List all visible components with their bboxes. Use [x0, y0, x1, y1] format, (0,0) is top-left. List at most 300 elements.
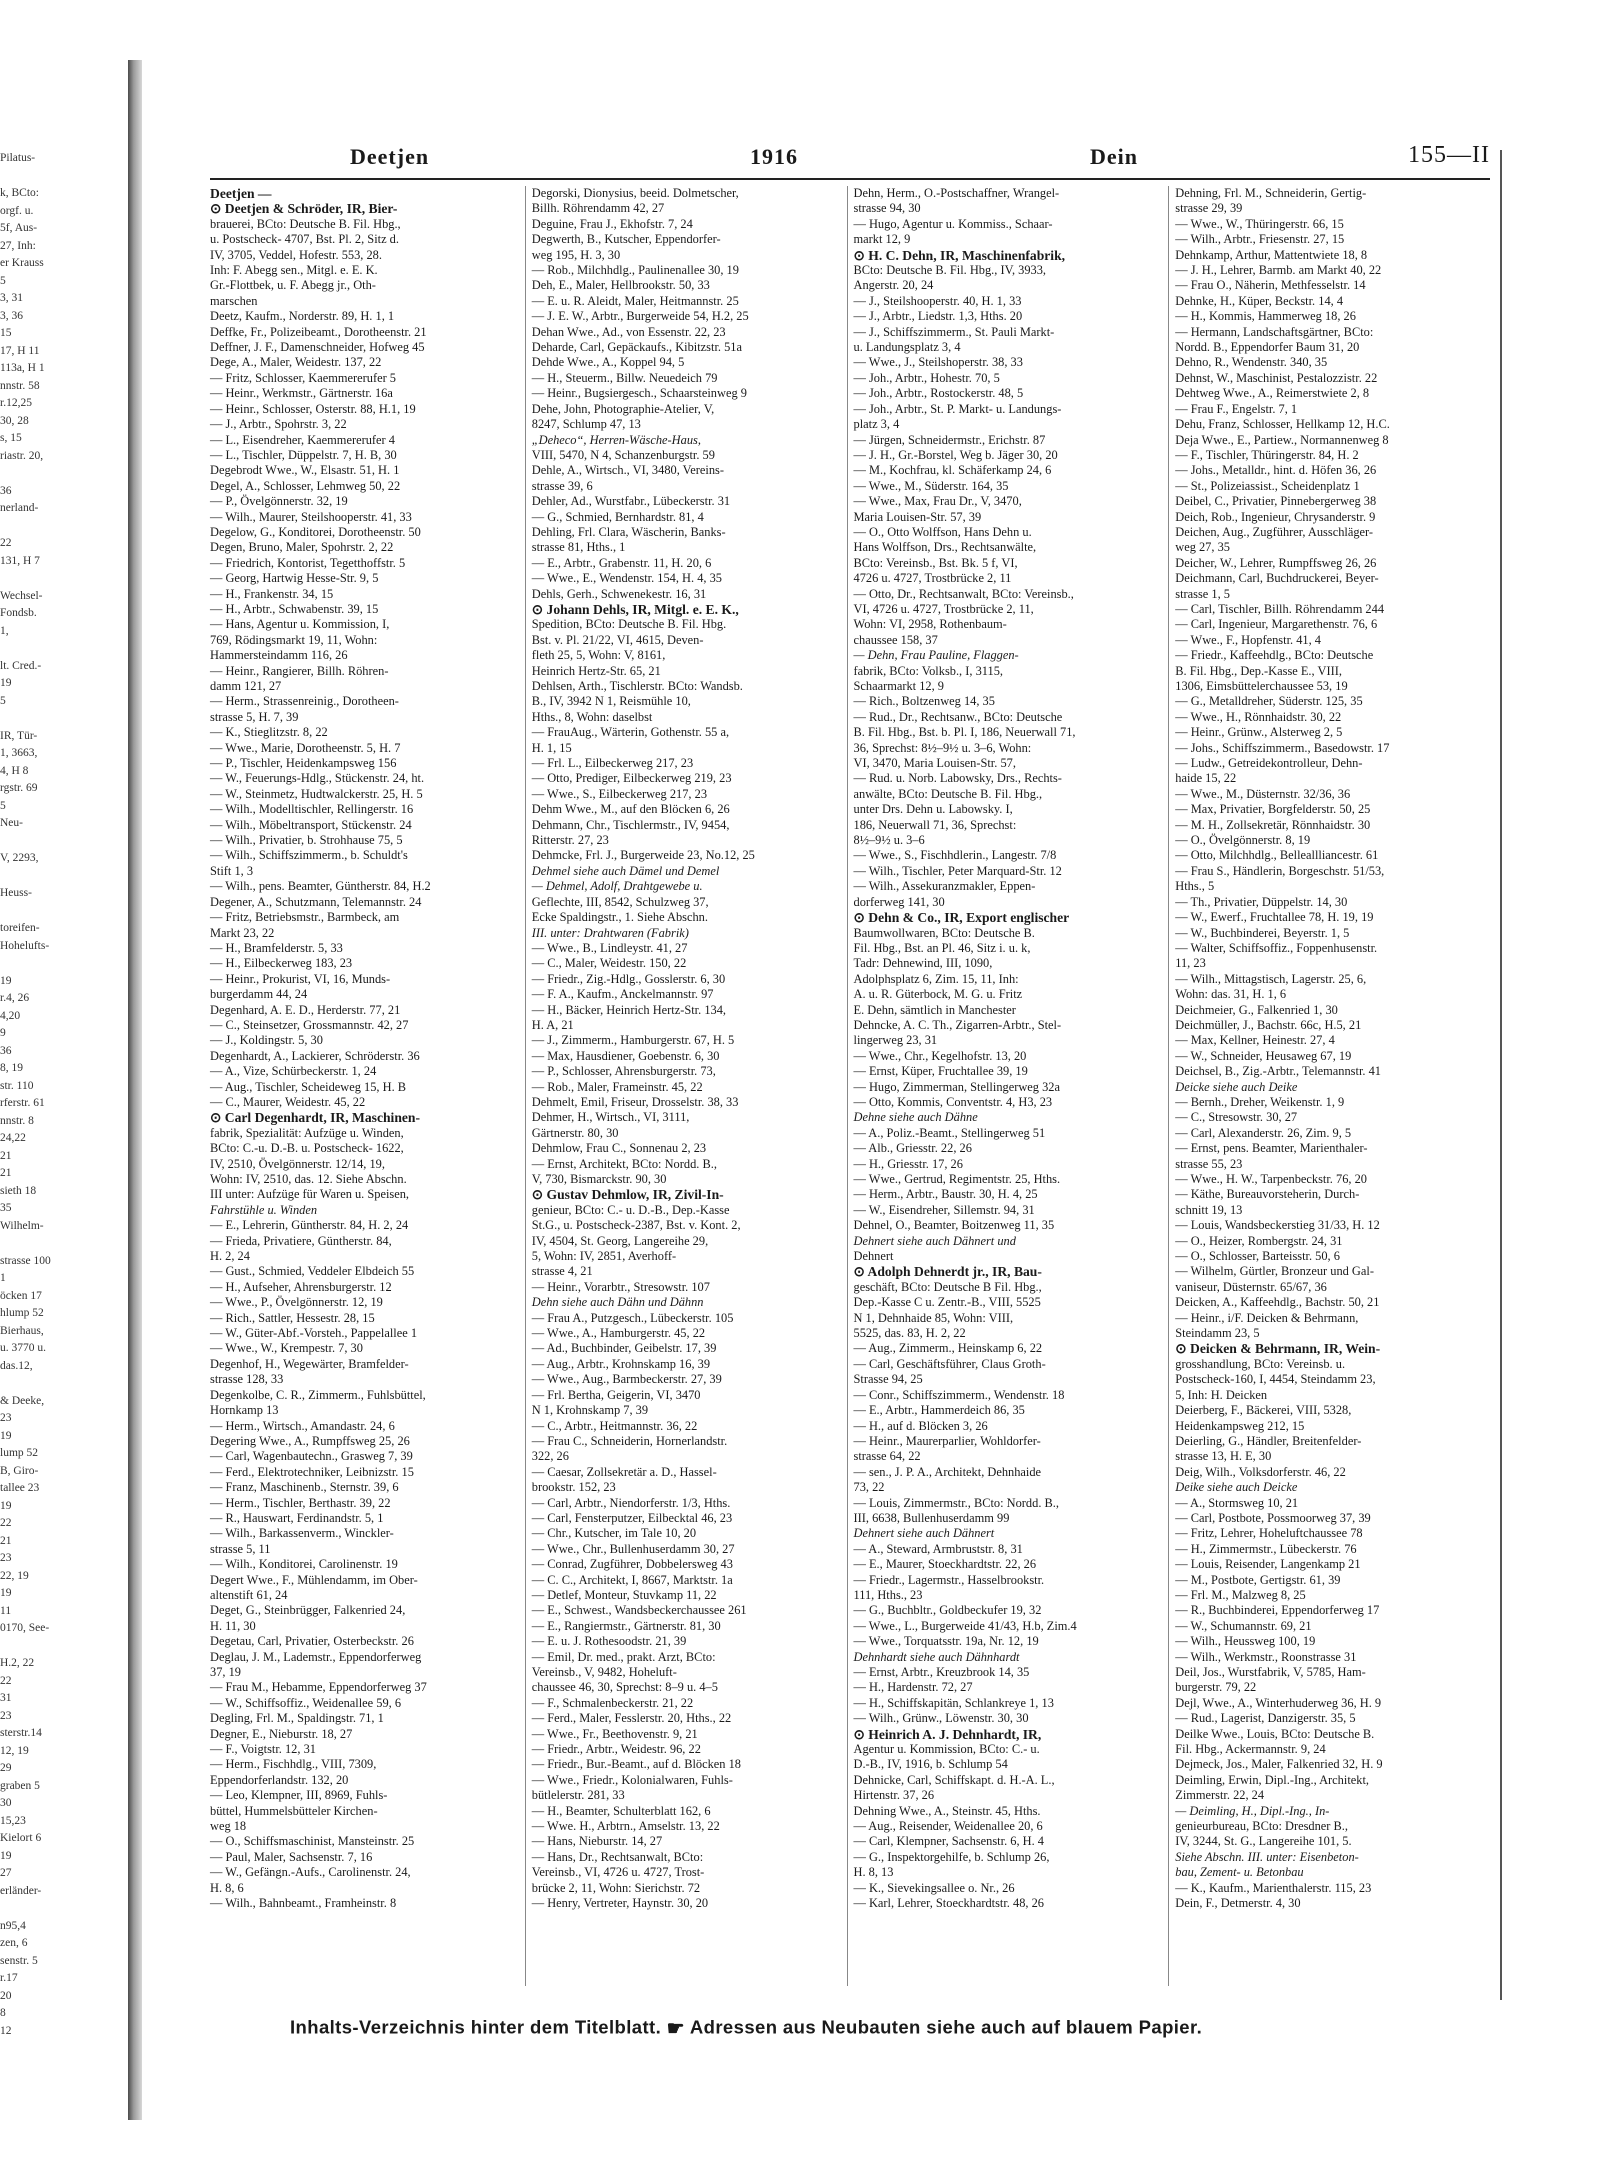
directory-entry-line: Dehncke, A. C. Th., Zigarren-Arbtr., Stel- [853, 1017, 1062, 1032]
strip-line: 8 [0, 2007, 6, 2019]
directory-entry-line: Hths., 8, Wohn: daselbst [531, 709, 653, 724]
directory-entry-line: — H., Eilbeckerweg 183, 23 [210, 956, 353, 971]
directory-entry-line: unter Drs. Dehn u. Labowsky. I, [853, 802, 1013, 817]
directory-entry-line: Steindamm 23, 5 [1175, 1326, 1260, 1341]
directory-entry-line: — W., Schneider, Heusaweg 67, 19 [1175, 1048, 1352, 1063]
directory-entry-line: — Chr., Kutscher, im Tale 10, 20 [531, 1526, 697, 1541]
strip-line: Fondsb. [0, 607, 37, 619]
directory-entry-line: — Frieda, Privatiere, Güntherstr. 84, [210, 1233, 392, 1248]
directory-entry-line: VIII, 5470, N 4, Schanzenburgstr. 59 [531, 447, 715, 462]
directory-entry-line: H. 1, 15 [531, 740, 572, 755]
directory-entry-line: — Wilh., Möbeltransport, Stückenstr. 24 [210, 817, 412, 832]
directory-entry-line: Baumwollwaren, BCto: Deutsche B. [853, 925, 1035, 940]
directory-entry-line: — P., Tischler, Heidenkampsweg 156 [210, 756, 397, 771]
directory-entry-line: haide 15, 22 [1175, 771, 1237, 786]
strip-line: 1, [0, 624, 9, 637]
strip-line: hlump 52 [0, 1307, 44, 1319]
directory-entry-line: — L., Eisendreher, Kaemmererufer 4 [210, 432, 395, 447]
directory-entry-line: — Conrad, Zugführer, Dobbelersweg 43 [531, 1557, 733, 1572]
page-edge [1492, 150, 1502, 2000]
directory-entry-line: Stift 1, 3 [210, 863, 254, 878]
directory-entry-line: ⊙ Deetjen & Schröder, IR, Bier- [210, 201, 398, 217]
directory-entry-line: ⊙ Carl Degenhardt, IR, Maschinen- [210, 1110, 420, 1126]
directory-entry-line: 1306, Eimsbüttelerchaussee 53, 19 [1175, 679, 1348, 693]
strip-line: 5f, Aus- [0, 222, 38, 234]
strip-line: riastr. 20, [0, 449, 44, 462]
directory-entry-line: — Wwe., F., Hopfenstr. 41, 4 [1175, 632, 1321, 647]
strip-line: Wilhelm- [0, 1219, 44, 1232]
directory-entry-line: — H., Schiffskapitän, Schlankreye 1, 13 [853, 1695, 1054, 1710]
directory-entry-line: Dehmer, H., Wirtsch., VI, 3111, [531, 1110, 690, 1125]
strip-line [0, 1375, 124, 1393]
directory-entry-line: strasse 5, H. 7, 39 [210, 709, 299, 724]
directory-entry-line: — Louis, Wandsbeckerstieg 31/33, H. 12 [1175, 1218, 1380, 1233]
directory-entry-line: D.-B., IV, 1916, b. Schlump 54 [853, 1757, 1008, 1772]
directory-entry-line: — Wilh., pens. Beamter, Güntherstr. 84, H.2 [210, 879, 431, 894]
directory-entry-line: Degenhof, H., Wegewärter, Bramfelder- [210, 1356, 409, 1371]
directory-entry-line: Eppendorferlandstr. 132, 20 [210, 1772, 349, 1787]
directory-entry-line: chaussee 46, 30, Sprechst: 8–9 u. 4–5 [531, 1680, 718, 1695]
directory-entry-line: Dehmcke, Frl. J., Burgerweide 23, No.12, 25 [531, 848, 755, 863]
directory-entry-line: Dege, A., Maler, Weidestr. 137, 22 [210, 355, 382, 370]
strip-line: 27 [0, 1867, 12, 1879]
directory-entry-line: Dehler, Ad., Wurstfabr., Lübeckerstr. 31 [531, 494, 731, 509]
strip-line [0, 465, 124, 483]
strip-line: rferstr. 61 [0, 1097, 45, 1109]
directory-entry-line: — Gust., Schmied, Veddeler Elbdeich 55 [210, 1264, 415, 1279]
directory-entry-line: — J., Steilshooperstr. 40, H. 1, 33 [853, 293, 1022, 308]
page-binding [128, 60, 142, 2120]
strip-line [0, 868, 124, 886]
directory-entry-line: ⊙ Johann Dehls, IR, Mitgl. e. E. K., [531, 601, 739, 617]
strip-line: 19 [0, 1499, 12, 1512]
directory-entry-line: Angerstr. 20, 24 [853, 278, 934, 293]
directory-entry-line: — J., Schiffszimmerm., St. Pauli Markt- [853, 324, 1055, 339]
directory-entry-line: Siehe Abschn. III. unter: Eisenbeton- [1175, 1849, 1359, 1864]
footer-text-after: Adressen aus Neubauten siehe auch auf blauem Papier. [689, 2016, 1203, 2038]
directory-entry-line: — FrauAug., Wärterin, Gothenstr. 55 a, [531, 725, 730, 740]
previous-page-strip [0, 150, 124, 2037]
directory-entry-line: Dehmann, Chr., Tischlermstr., IV, 9454, [531, 817, 730, 832]
directory-entry-line: — W., Güter-Abf.-Vorsteh., Pappelallee 1 [210, 1326, 418, 1341]
directory-entry-line: Deharde, Carl, Gepäckaufs., Kibitzstr. 51a [531, 340, 742, 355]
strip-line: 0170, See- [0, 1622, 50, 1634]
directory-entry-line: — Otto, Prediger, Eilbeckerweg 219, 23 [531, 771, 732, 786]
directory-entry-line: III. unter: Drahtwaren (Fabrik) [531, 925, 689, 940]
directory-entry-line: — E. u. J. Rothesoodstr. 21, 39 [531, 1634, 687, 1649]
strip-line [0, 1900, 124, 1918]
directory-entry-line: E. Dehn, sämtlich in Manchester [853, 1002, 1016, 1017]
directory-entry-line: — G., Schmied, Bernhardstr. 81, 4 [531, 509, 704, 524]
directory-entry-line: Deetz, Kaufm., Norderstr. 89, H. 1, 1 [210, 309, 395, 324]
strip-line [0, 903, 124, 921]
directory-entry-line: — H., auf d. Blöcken 3, 26 [853, 1418, 988, 1433]
directory-entry-line: B. Fil. Hbg., Bst. b. Pl. I, 186, Neuerwall 71, [853, 725, 1076, 740]
directory-entry-line: — G., Metalldreher, Süderstr. 125, 35 [1175, 694, 1363, 709]
directory-entry-line: Deicher, W., Lehrer, Rumpffsweg 26, 26 [1175, 555, 1377, 570]
directory-entry-line: weg 195, H. 3, 30 [531, 247, 621, 262]
directory-entry-line: — Hans, Agentur u. Kommission, I, [210, 617, 390, 632]
directory-entry-line: — W., Schiffsoffiz., Weidenallee 59, 6 [210, 1695, 402, 1710]
directory-entry-line: Dehls, Gerh., Schwenekestr. 16, 31 [531, 586, 707, 601]
directory-entry-line: — E., Arbtr., Hammerdeich 86, 35 [853, 1403, 1025, 1418]
directory-entry-line: vaniseur, Düsternstr. 65/67, 36 [1175, 1279, 1327, 1294]
directory-entry-line: — G., Inspektorgehilfe, b. Schlump 26, [853, 1849, 1050, 1864]
directory-entry-line: H. 8, 6 [210, 1880, 244, 1895]
directory-entry-line: — Wilh., Bahnbeamt., Framheinstr. 8 [210, 1896, 397, 1911]
directory-entry-line: — Heinr., Prokurist, VI, 16, Munds- [210, 971, 391, 986]
directory-entry-line: burgerstr. 79, 22 [1175, 1680, 1257, 1695]
directory-entry-line: — J. H., Lehrer, Barmb. am Markt 40, 22 [1175, 263, 1382, 278]
strip-line: 5 [0, 274, 6, 287]
directory-entry-line: Dehu, Franz, Schlosser, Hellkamp 12, H.C. [1175, 417, 1390, 432]
directory-entry-line: — Jürgen, Schneidermstr., Erichstr. 87 [853, 432, 1046, 447]
directory-entry-line: — F. A., Kaufm., Anckelmannstr. 97 [531, 987, 714, 1002]
directory-entry-line: — Wilh., Barkassenverm., Winckler- [210, 1526, 394, 1541]
directory-entry-line: — F., Schmalenbeckerstr. 21, 22 [531, 1695, 694, 1710]
directory-entry-line: — Carl, Alexanderstr. 26, Zim. 9, 5 [1175, 1125, 1352, 1140]
directory-entry-line: Deetjen — [210, 186, 272, 201]
directory-entry-line: — Wwe., Aug., Barmbeckerstr. 27, 39 [531, 1372, 722, 1387]
directory-entry-line: — A., Poliz.-Beamt., Stellingerweg 51 [853, 1125, 1046, 1140]
directory-entry-line: — H., Bramfelderstr. 5, 33 [210, 940, 343, 955]
directory-entry-line: — Wwe., M., Düsternstr. 32/36, 36 [1175, 786, 1351, 801]
directory-entry-line: — Herm., Strassenreinig., Dorotheen- [210, 694, 399, 709]
directory-entry-line: Dehne siehe auch Dähne [853, 1110, 978, 1125]
directory-entry-line: — Wilh., Maurer, Steilshooperstr. 41, 33 [210, 509, 412, 524]
directory-entry-line: — Wwe., J., Steilshoperstr. 38, 33 [853, 355, 1023, 370]
strip-line: er Krauss [0, 257, 44, 269]
directory-entry-line: — Heinr., Werkmstr., Gärtnerstr. 16a [210, 386, 393, 401]
directory-entry-line: strasse 5, 11 [210, 1541, 271, 1556]
strip-line: sterstr.14 [0, 1727, 42, 1739]
directory-entry-line: grosshandlung, BCto: Vereinsb. u. [1175, 1356, 1346, 1371]
directory-entry-line: — Ernst, pens. Beamter, Marienthaler- [1175, 1141, 1368, 1156]
strip-line: 22, 19 [0, 1569, 29, 1582]
directory-entry-line: — Ferd., Elektrotechniker, Leibnizstr. 15 [210, 1464, 414, 1479]
directory-entry-line: H. A, 21 [531, 1017, 574, 1032]
directory-entry-line: 769, Rödingsmarkt 19, 11, Wohn: [210, 632, 378, 647]
directory-entry-line: — Heinr., Maurerparlier, Wohldorfer- [853, 1433, 1041, 1448]
directory-entry-line: — W., Feuerungs-Hdlg., Stückenstr. 24, ht. [210, 771, 425, 786]
directory-entry-line: — Wwe., Max, Frau Dr., V, 3470, [853, 494, 1022, 509]
directory-entry-line: — Rud. u. Norb. Labowsky, Drs., Rechts- [853, 771, 1062, 786]
directory-entry-line: platz 3, 4 [853, 417, 900, 432]
directory-entry-line: — Wwe., Torquatsstr. 19a, Nr. 12, 19 [853, 1634, 1039, 1649]
directory-entry-line: — Wilh., Mittagstisch, Lagerstr. 25, 6, [1175, 971, 1367, 986]
strip-line: 23 [0, 1412, 12, 1424]
directory-entry-line: — Hans, Dr., Rechtsanwalt, BCto: [531, 1849, 704, 1864]
directory-entry-line: St.G., u. Postscheck-2387, Bst. v. Kont. 2, [531, 1218, 741, 1233]
directory-entry-line: — E., Maurer, Stoeckhardtstr. 22, 26 [853, 1557, 1037, 1572]
directory-entry-line: — Wwe., P., Övelgönnerstr. 12, 19 [210, 1295, 383, 1310]
directory-entry-line: — Deimling, H., Dipl.-Ing., In- [1175, 1803, 1330, 1818]
directory-entry-line: Dehno, R., Wendenstr. 340, 35 [1175, 355, 1328, 370]
directory-entry-line: Dehnke, H., Küper, Beckstr. 14, 4 [1175, 293, 1344, 308]
directory-entry-line: Schaarmarkt 12, 9 [853, 679, 944, 693]
directory-entry-line: — E. u. R. Aleidt, Maler, Heitmannstr. 25 [531, 293, 739, 308]
directory-entry-line: — Ludw., Getreidekontrolleur, Dehn- [1175, 756, 1363, 771]
directory-entry-line: — J. H., Gr.-Borstel, Weg b. Jäger 30, 20 [853, 447, 1058, 462]
directory-entry-line: N 1, Krohnskamp 7, 39 [531, 1403, 649, 1418]
entry-columns [210, 186, 1490, 1986]
directory-entry-line: Hths., 5 [1175, 879, 1215, 894]
directory-entry-line: Degwerth, B., Kutscher, Eppendorfer- [531, 232, 721, 247]
directory-entry-line: — R., Buchbinderei, Eppendorferweg 17 [1175, 1603, 1380, 1618]
strip-line: das.12, [0, 1359, 33, 1372]
directory-entry-line: strasse 55, 23 [1175, 1156, 1243, 1171]
directory-entry-line: bau, Zement- u. Betonbau [1175, 1865, 1304, 1880]
strip-line: 3, 36 [0, 309, 23, 322]
directory-entry-line: — H., Frankenstr. 34, 15 [210, 586, 334, 601]
directory-entry-line: — J. E. W., Arbtr., Burgerweide 54, H.2, 25 [531, 309, 749, 324]
directory-entry-line: Wohn: VI, 2958, Rothenbaum- [853, 617, 1007, 632]
directory-entry-line: — Wwe., Chr., Kegelhofstr. 13, 20 [853, 1048, 1027, 1063]
directory-entry-line: Dehan Wwe., Ad., von Essenstr. 22, 23 [531, 324, 726, 339]
directory-entry-line: — O., Schiffsmaschinist, Mansteinstr. 25 [210, 1834, 415, 1849]
directory-entry-line: — Aug., Tischler, Scheideweg 15, H. B [210, 1079, 407, 1094]
strip-line: lump 52 [0, 1447, 39, 1459]
strip-line: u. 3770 u. [0, 1342, 46, 1354]
directory-entry-line: Dehnert siehe auch Dähnert und [853, 1233, 1016, 1248]
directory-entry-line: — Louis, Zimmermstr., BCto: Nordd. B., [853, 1495, 1059, 1510]
directory-entry-line: — Max, Hausdiener, Goebenstr. 6, 30 [531, 1048, 720, 1063]
directory-entry-line: — Wilh., Schiffszimmerm., b. Schuldt's [210, 848, 408, 863]
directory-entry-line: Geflechte, III, 8542, Schulzweg 37, [531, 894, 709, 909]
directory-entry-line: — A., Steward, Armbruststr. 8, 31 [853, 1541, 1023, 1556]
directory-entry-line: Postscheck-160, I, 4454, Steindamm 23, [1175, 1372, 1376, 1387]
directory-entry-line: III unter: Aufzüge für Waren u. Speisen, [210, 1187, 410, 1202]
directory-entry-line: 37, 19 [210, 1665, 241, 1679]
directory-entry-line: Dein, F., Detmerstr. 4, 30 [1175, 1896, 1301, 1911]
directory-entry-line: Deich, Rob., Ingenieur, Chrysanderstr. 9 [1175, 509, 1376, 524]
strip-line: 17, H 11 [0, 344, 40, 357]
directory-entry-line: Bst. v. Pl. 21/22, VI, 4615, Deven- [531, 632, 704, 647]
strip-line [0, 570, 124, 588]
strip-line: 3, 31 [0, 292, 23, 304]
strip-line: 27, Inh: [0, 239, 36, 252]
directory-entry-line: Dehnel, O., Beamter, Boitzenweg 11, 35 [853, 1218, 1055, 1233]
strip-line: zen, 6 [0, 1937, 28, 1949]
directory-entry-line: — Paul, Maler, Sachsenstr. 7, 16 [210, 1849, 373, 1864]
directory-entry-line: altenstift 61, 24 [210, 1587, 288, 1602]
directory-entry-line: Dehde Wwe., A., Koppel 94, 5 [531, 355, 685, 370]
directory-entry-line: Deimling, Erwin, Dipl.-Ing., Architekt, [1175, 1772, 1369, 1787]
directory-entry-line: — K., Stieglitzstr. 8, 22 [210, 725, 328, 740]
directory-entry-line: strasse 128, 33 [210, 1372, 284, 1387]
strip-line: 8, 19 [0, 1062, 23, 1074]
directory-entry-line: Zimmerstr. 22, 24 [1175, 1788, 1265, 1803]
directory-entry-line: — Carl, Arbtr., Niendorferstr. 1/3, Hths. [531, 1495, 731, 1510]
strip-line [0, 640, 124, 658]
directory-entry-line: Adolphsplatz 6, Zim. 15, 11, Inh: [853, 971, 1019, 986]
strip-line: 30 [0, 1797, 12, 1809]
strip-line [0, 1638, 124, 1656]
directory-entry-line: B., IV, 3942 N 1, Reismühle 10, [531, 694, 691, 709]
strip-line: senstr. 5 [0, 1954, 38, 1967]
directory-entry-line: — K., Kaufm., Marienthalerstr. 115, 23 [1175, 1880, 1372, 1895]
header-last-entry: Dein [1090, 144, 1138, 169]
directory-entry-line: IV, 3244, St. G., Langereihe 101, 5. [1175, 1834, 1352, 1849]
strip-line: 22 [0, 537, 12, 549]
strip-line: Bierhaus, [0, 1324, 44, 1337]
directory-entry-line: Heidenkampsweg 212, 15 [1175, 1418, 1305, 1433]
strip-line: 24,22 [0, 1132, 26, 1144]
strip-line: 19 [0, 1587, 12, 1599]
directory-entry-line: Tadr: Dehnewind, III, 1090, [853, 956, 993, 971]
directory-entry-line: — Wwe., Gertrud, Regimentstr. 25, Hths. [853, 1172, 1061, 1186]
directory-entry-line: BCto: Vereinsb., Bst. Bk. 5 f, VI, [853, 555, 1018, 570]
strip-line: lt. Cred.- [0, 659, 42, 672]
strip-line: öcken 17 [0, 1289, 42, 1302]
directory-entry-line: Dehlsen, Arth., Tischlerstr. BCto: Wandsb. [531, 679, 743, 693]
directory-entry-line: — C., Stresowstr. 30, 27 [1175, 1110, 1298, 1125]
directory-entry-line: — H., Arbtr., Schwabenstr. 39, 15 [210, 601, 379, 616]
directory-entry-line: — Heinr., Vorarbtr., Stresowstr. 107 [531, 1279, 710, 1294]
directory-entry-line: — Carl, Geschäftsführer, Claus Groth- [853, 1356, 1046, 1371]
strip-line: 15,23 [0, 1814, 26, 1827]
directory-entry-line: 73, 22 [853, 1480, 885, 1495]
directory-entry-line: 36, Sprechst: 8½–9½ u. 3–6, Wohn: [853, 740, 1032, 755]
strip-line: H.2, 22 [0, 1657, 35, 1669]
directory-entry-line: Nordd. B., Eppendorfer Baum 31, 20 [1175, 340, 1360, 355]
directory-entry-line: Deguine, Frau J., Ekhofstr. 7, 24 [531, 216, 693, 231]
directory-entry-line: — F., Tischler, Thüringerstr. 84, H. 2 [1175, 447, 1359, 462]
directory-entry-line: — Wwe., H., Rönnhaidstr. 30, 22 [1175, 709, 1342, 724]
strip-line: 21 [0, 1149, 12, 1162]
directory-entry-line: Dehnert siehe auch Dähnert [853, 1526, 995, 1541]
strip-line: 30, 28 [0, 414, 29, 427]
directory-entry-line: — Heinr., Bugsiergesch., Schaarsteinweg 9 [531, 386, 747, 401]
directory-entry-line: — Wilh., Tischler, Peter Marquard-Str. 12 [853, 863, 1062, 878]
directory-entry-line: — Conr., Schiffszimmerm., Wendenstr. 18 [853, 1387, 1065, 1402]
directory-entry-line: ⊙ Dehn & Co., IR, Export englischer [853, 910, 1070, 926]
directory-entry-line: Vereinsb., V, 9482, Hoheluft- [531, 1665, 677, 1679]
directory-entry-line: Degen, Bruno, Maler, Spohrstr. 2, 22 [210, 540, 394, 555]
directory-entry-line: Dehnkamp, Arthur, Mattentwiete 18, 8 [1175, 247, 1368, 262]
directory-entry-line: V, 730, Bismarckstr. 90, 30 [531, 1172, 667, 1186]
directory-entry-line: — Wilh., Konditorei, Carolinenstr. 19 [210, 1557, 398, 1572]
directory-entry-line: Spedition, BCto: Deutsche B. Fil. Hbg. [531, 617, 727, 632]
directory-entry-line: — Wwe., Chr., Bullenhuserdamm 30, 27 [531, 1541, 735, 1556]
directory-entry-line: Fahrstühle u. Winden [210, 1202, 318, 1217]
strip-line: IR, Tür- [0, 729, 38, 742]
directory-entry-line: Strasse 94, 25 [853, 1372, 923, 1387]
strip-line: Pilatus- [0, 152, 36, 164]
directory-entry-line: — Heinr., Grünw., Alsterweg 2, 5 [1175, 725, 1343, 740]
directory-entry-line: BCto: C.-u. D.-B. u. Postscheck- 1622, [210, 1141, 404, 1156]
strip-line: r.12,25 [0, 397, 32, 409]
directory-entry-line: — Leo, Klempner, III, 8969, Fuhls- [210, 1788, 388, 1803]
directory-entry-line: — Wwe., Marie, Dorotheenstr. 5, H. 7 [210, 740, 401, 755]
directory-entry-line: — Johs., Metalldr., hint. d. Höfen 36, 26 [1175, 463, 1377, 478]
directory-entry-line: VI, 4726 u. 4727, Trostbrücke 2, 11, [853, 601, 1034, 616]
directory-entry-line: — Wwe., H. W., Tarpenbeckstr. 76, 20 [1175, 1172, 1367, 1186]
directory-entry-line: Vereinsb., VI, 4726 u. 4727, Trost- [531, 1865, 705, 1880]
directory-entry-line: 11, 23 [1175, 956, 1206, 971]
directory-entry-line: Billh. Röhrendamm 42, 27 [531, 201, 665, 216]
strip-line: 9 [0, 1027, 6, 1039]
strip-line: nerland- [0, 502, 39, 514]
strip-line: & Deeke, [0, 1394, 45, 1407]
directory-entry-line: — Th., Privatier, Düppelstr. 14, 30 [1175, 894, 1348, 909]
directory-entry-line: brookstr. 152, 23 [531, 1480, 616, 1495]
directory-entry-line: 111, Hths., 23 [853, 1587, 923, 1602]
directory-entry-line: — Detlef, Monteur, Stuvkamp 11, 22 [531, 1587, 717, 1602]
directory-entry-line: chaussee 158, 37 [853, 632, 938, 647]
directory-entry-line: Dehn, Herm., O.-Postschaffner, Wrangel- [853, 186, 1060, 200]
directory-entry-line: Degner, E., Nieburstr. 18, 27 [210, 1726, 353, 1741]
directory-entry-line: — H., Kommis, Hammerweg 18, 26 [1175, 309, 1356, 324]
directory-entry-line: Dehle, A., Wirtsch., VI, 3480, Vereins- [531, 463, 724, 478]
directory-entry-line: — Wilh., Werkmstr., Roonstrasse 31 [1175, 1649, 1357, 1664]
directory-entry-line: Deierling, G., Händler, Breitenfelder- [1175, 1433, 1362, 1448]
directory-entry-line: ⊙ Adolph Dehnerdt jr., IR, Bau- [853, 1264, 1042, 1280]
directory-entry-line: Hornkamp 13 [210, 1403, 279, 1418]
strip-line: 113a, H 1 [0, 362, 45, 374]
strip-line: strasse 100 [0, 1254, 51, 1267]
directory-entry-line: Gr.-Flottbek, u. F. Abegg jr., Oth- [210, 278, 376, 293]
directory-page [150, 140, 1490, 2060]
directory-entry-line: — Ernst, Architekt, BCto: Nordd. B., [531, 1156, 717, 1171]
directory-entry-line: — Friedr., Zig.-Hdlg., Gosslerstr. 6, 30 [531, 971, 726, 986]
directory-entry-line: — E., Rangiermstr., Gärtnerstr. 81, 30 [531, 1618, 721, 1633]
header-year: 1916 [750, 144, 798, 169]
directory-entry-line: — Hans, Nieburstr. 14, 27 [531, 1834, 663, 1849]
pointing-hand-icon: ☛ [666, 2018, 686, 2040]
directory-entry-line: fleth 25, 5, Wohn: V, 8161, [531, 648, 666, 663]
strip-line: 19 [0, 974, 12, 987]
directory-entry-line: — Frl. M., Malzweg 8, 25 [1175, 1587, 1306, 1602]
directory-entry-line: 322, 26 [531, 1449, 569, 1464]
directory-entry-line: — E., Arbtr., Grabenstr. 11, H. 20, 6 [531, 555, 712, 570]
directory-entry-line: ⊙ H. C. Dehn, IR, Maschinenfabrik, [853, 247, 1066, 263]
directory-entry-line: — Wwe., S., Fischhdlerin., Langestr. 7/8 [853, 848, 1057, 863]
directory-entry-line: Fil. Hbg., Ackermannstr. 9, 24 [1175, 1742, 1326, 1757]
directory-entry-line: damm 121, 27 [210, 679, 282, 693]
directory-entry-line: — Walter, Schiffsoffiz., Foppenhusenstr. [1175, 940, 1378, 955]
directory-entry-line: — Rob., Maler, Frameinstr. 45, 22 [531, 1079, 703, 1094]
directory-entry-line: — Franz, Maschinenb., Sternstr. 39, 6 [210, 1480, 399, 1495]
directory-entry-line: III, 6638, Bullenhuserdamm 99 [853, 1510, 1010, 1525]
directory-entry-line: bütlelerstr. 281, 33 [531, 1788, 625, 1803]
directory-entry-line: Degering Wwe., A., Rumpffsweg 25, 26 [210, 1433, 410, 1448]
directory-entry-line: Dehmelt, Emil, Friseur, Drosselstr. 38, 33 [531, 1094, 739, 1109]
strip-line: rgstr. 69 [0, 782, 38, 794]
directory-entry-line: — Aug., Zimmerm., Heinskamp 6, 22 [853, 1341, 1043, 1356]
directory-entry-line: — Frau C., Schneiderin, Hornerlandstr. [531, 1433, 728, 1448]
directory-entry-line: — Frl. Bertha, Geigerin, VI, 3470 [531, 1387, 701, 1402]
column-1 [210, 186, 526, 1986]
directory-entry-line: — Wwe., B., Lindleystr. 41, 27 [531, 940, 688, 955]
directory-entry-line: — Carl, Ingenieur, Margarethenstr. 76, 6 [1175, 617, 1378, 632]
directory-entry-line: — Johs., Schiffszimmerm., Basedowstr. 17 [1175, 740, 1390, 755]
directory-entry-line: — O., Heizer, Rombergstr. 24, 31 [1175, 1233, 1343, 1248]
directory-entry-line: — A., Stormsweg 10, 21 [1175, 1495, 1299, 1510]
directory-entry-line: — Wilh., Grünw., Löwenstr. 30, 30 [853, 1711, 1029, 1726]
directory-entry-line: fabrik, BCto: Volksb., I, 3115, [853, 663, 1003, 678]
directory-entry-line: strasse 1, 5 [1175, 586, 1230, 601]
directory-entry-line: marschen [210, 293, 258, 308]
directory-entry-line: Degenkolbe, C. R., Zimmerm., Fuhlsbüttel, [210, 1387, 426, 1402]
directory-entry-line: — H., Zimmermstr., Lübeckerstr. 76 [1175, 1541, 1357, 1556]
strip-line: 131, H 7 [0, 554, 40, 567]
strip-line [0, 955, 124, 973]
directory-entry-line: IV, 3705, Veddel, Hofestr. 553, 28. [210, 247, 382, 262]
directory-entry-line: IV, 4504, St. Georg, Langereihe 29, [531, 1233, 709, 1248]
strip-line: 22 [0, 1674, 12, 1687]
directory-entry-line: — Heinr., Schlosser, Osterstr. 88, H.1, 19 [210, 401, 416, 416]
